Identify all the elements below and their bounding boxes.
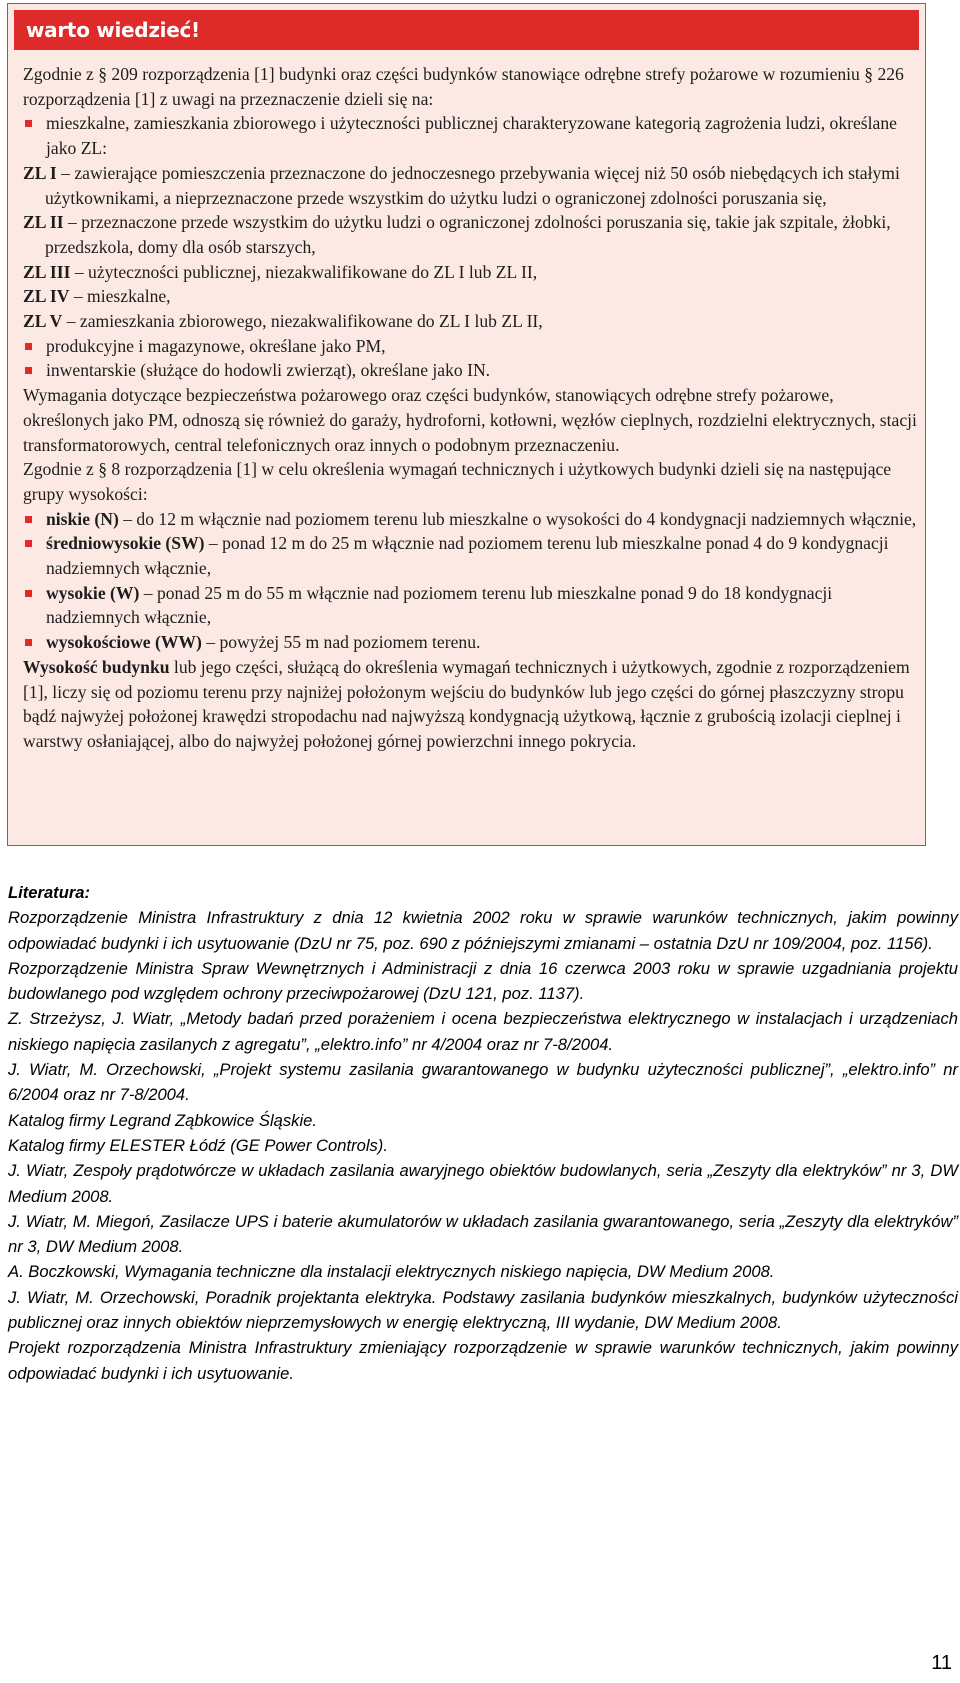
info-box-body bbox=[23, 62, 919, 754]
literature-section bbox=[8, 880, 958, 1386]
literature-item: J. Wiatr, M. Orzechowski, „Projekt systemu zasilania gwarantowanego w budynku użyteczności publicznej”, „elektro.info” nr 6/2004 oraz nr 7-8/2004. bbox=[8, 1060, 958, 1105]
bullet-zl: mieszkalne, zamieszkania zbiorowego i użyteczności publicznej charakteryzowane kategorią zagrożenia ludzi, określane jako ZL: bbox=[23, 111, 919, 160]
height-text: – ponad 25 m do 55 m włącznie nad poziomem terenu lub mieszkalne ponad 9 do 18 kondygnacji nadziemnych włącznie, bbox=[46, 582, 833, 628]
height-item bbox=[23, 581, 919, 630]
zl-text: – przeznaczone przede wszystkim do użytku ludzi o ograniczonej zdolności poruszania się, takie jak szpitale, żłobki, przedszkola, domy dla osób starszych, bbox=[45, 212, 891, 257]
literature-title: Literatura: bbox=[8, 883, 91, 902]
literature-item: Projekt rozporządzenia Ministra Infrastruktury zmieniający rozporządzenie w sprawie warunków technicznych, jakim powinny odpowiadać budynki i ich usytuowanie. bbox=[8, 1338, 958, 1383]
zl-code: ZL IV bbox=[23, 286, 70, 307]
paragraph-building-height bbox=[23, 655, 919, 754]
height-name: wysokie (W) bbox=[46, 582, 140, 603]
paragraph-pm-requirements: Wymagania dotyczące bezpieczeństwa pożarowego oraz części budynków, stanowiących odrębne strefy pożarowe, określonych jako PM, odnoszą się również do garaży, hydroforni, kotłowni, węzłów cieplnych, rozdzielni elektrycznych, stacji transformatorowych, central telefonicznych oraz innych o podobnym przeznaczeniu. bbox=[23, 385, 917, 455]
paragraph-classification-intro: Zgodnie z § 209 rozporządzenia [1] budynki oraz części budynków stanowiące odrębne strefy pożarowe w rozumieniu § 226 rozporządzenia [1] z uwagi na przeznaczenie dzieli się na: bbox=[23, 64, 904, 109]
zl-item bbox=[23, 260, 919, 285]
zl-code: ZL V bbox=[23, 311, 63, 332]
height-text: – do 12 m włącznie nad poziomem terenu lub mieszkalne o wysokości do 4 kondygnacji nadziemnych włącznie, bbox=[118, 508, 917, 529]
page-number: 11 bbox=[931, 1652, 952, 1674]
height-item bbox=[23, 507, 919, 532]
paragraph-height-intro: Zgodnie z § 8 rozporządzenia [1] w celu określenia wymagań technicznych i użytkowych budynki dzieli się na następujące grupy wysokości: bbox=[23, 459, 892, 504]
zl-item bbox=[23, 161, 919, 210]
height-item bbox=[23, 531, 919, 580]
zl-item bbox=[23, 210, 919, 259]
zl-text: – mieszkalne, bbox=[69, 286, 171, 307]
zl-code: ZL I bbox=[23, 162, 57, 183]
zl-text: – użyteczności publicznej, niezakwalifikowane do ZL I lub ZL II, bbox=[70, 261, 538, 282]
literature-item: Z. Strzeżysz, J. Wiatr, „Metody badań przed porażeniem i ocena bezpieczeństwa elektrycznego w instalacjach i urządzeniach niskiego napięcia zasilanych z agregatu”, „elektro.info” nr 4/2004 oraz nr 7-8/2004. bbox=[8, 1009, 958, 1054]
height-name: niskie (N) bbox=[46, 508, 119, 529]
height-text: – ponad 12 m do 25 m włącznie nad poziomem terenu lub mieszkalne ponad 4 do 9 kondygnacji nadziemnych włącznie, bbox=[46, 533, 889, 579]
literature-item: J. Wiatr, M. Miegoń, Zasilacze UPS i baterie akumulatorów w układach zasilania gwarantowanego, seria „Zeszyty dla elektryków” nr 3, DW Medium 2008. bbox=[8, 1211, 958, 1257]
zl-text: – zamieszkania zbiorowego, niezakwalifikowane do ZL I lub ZL II, bbox=[62, 311, 543, 332]
literature-item: J. Wiatr, M. Orzechowski, Poradnik projektanta elektryka. Podstawy zasilania budynków mieszkalnych, budynków użyteczności publicznej oraz innych obiektów nieprzemysłowych w energię elektryczną, III wydanie, DW Medium 2008. bbox=[8, 1287, 958, 1333]
literature-item: Katalog firmy ELESTER Łódź (GE Power Controls). bbox=[8, 1135, 388, 1155]
literature-item: Rozporządzenie Ministra Spraw Wewnętrznych i Administracji z dnia 16 czerwca 2003 roku w sprawie uzgadniania projektu budowlanego pod względem ochrony przeciwpożarowej (DzU 121, poz. 1137). bbox=[8, 958, 958, 1004]
height-item bbox=[23, 630, 919, 655]
height-name: średniowysokie (SW) bbox=[46, 533, 205, 554]
height-text: – powyżej 55 m nad poziomem terenu. bbox=[201, 632, 481, 653]
height-name: wysokościowe (WW) bbox=[46, 632, 202, 653]
building-height-term: Wysokość budynku bbox=[23, 656, 170, 677]
literature-item: A. Boczkowski, Wymagania techniczne dla instalacji elektrycznych niskiego napięcia, DW Medium 2008. bbox=[8, 1262, 775, 1282]
literature-item: Rozporządzenie Ministra Infrastruktury z dnia 12 kwietnia 2002 roku w sprawie warunków technicznych, jakim powinny odpowiadać budynki i ich usytuowanie (DzU nr 75, poz. 690 z późniejszymi zmianami – ostatnia DzU nr 109/2004, poz. 1156). bbox=[8, 908, 958, 953]
info-box bbox=[7, 3, 926, 846]
bullet-pm: produkcyjne i magazynowe, określane jako PM, bbox=[23, 334, 919, 359]
building-height-text: lub jego części, służącą do określenia wymagań technicznych i użytkowych, zgodnie z rozporządzeniem [1], liczy się od poziomu terenu przy najniżej położonym wejściu do budynków lub jego części do górnej płaszczyzny stropu bądź najwyżej położonej krawędzi stropodachu nad najwyższą kondygnacją użytkową, łącznie z grubością izolacji cieplnej i warstwy osłaniającej, albo do najwyżej położonej górnej powierzchni innego pokrycia. bbox=[23, 656, 910, 751]
zl-item bbox=[23, 309, 919, 334]
zl-code: ZL III bbox=[23, 261, 71, 282]
zl-text: – zawierające pomieszczenia przeznaczone do jednoczesnego przebywania więcej niż 50 osób niebędących ich stałymi użytkownikami, a nieprzeznaczone przede wszystkim do użytku ludzi o ograniczonej zdolności poruszania się, bbox=[45, 162, 900, 208]
literature-item: J. Wiatr, Zespoły prądotwórcze w układach zasilania awaryjnego obiektów budowlanych, seria „Zeszyty dla elektryków” nr 3, DW Medium 2008. bbox=[8, 1161, 958, 1206]
literature-item: Katalog firmy Legrand Ząbkowice Śląskie. bbox=[8, 1110, 317, 1130]
bullet-in: inwentarskie (służące do hodowli zwierząt), określane jako IN. bbox=[23, 358, 919, 383]
info-box-header: warto wiedzieć! bbox=[14, 10, 919, 50]
zl-item bbox=[23, 284, 919, 309]
zl-code: ZL II bbox=[23, 212, 64, 233]
